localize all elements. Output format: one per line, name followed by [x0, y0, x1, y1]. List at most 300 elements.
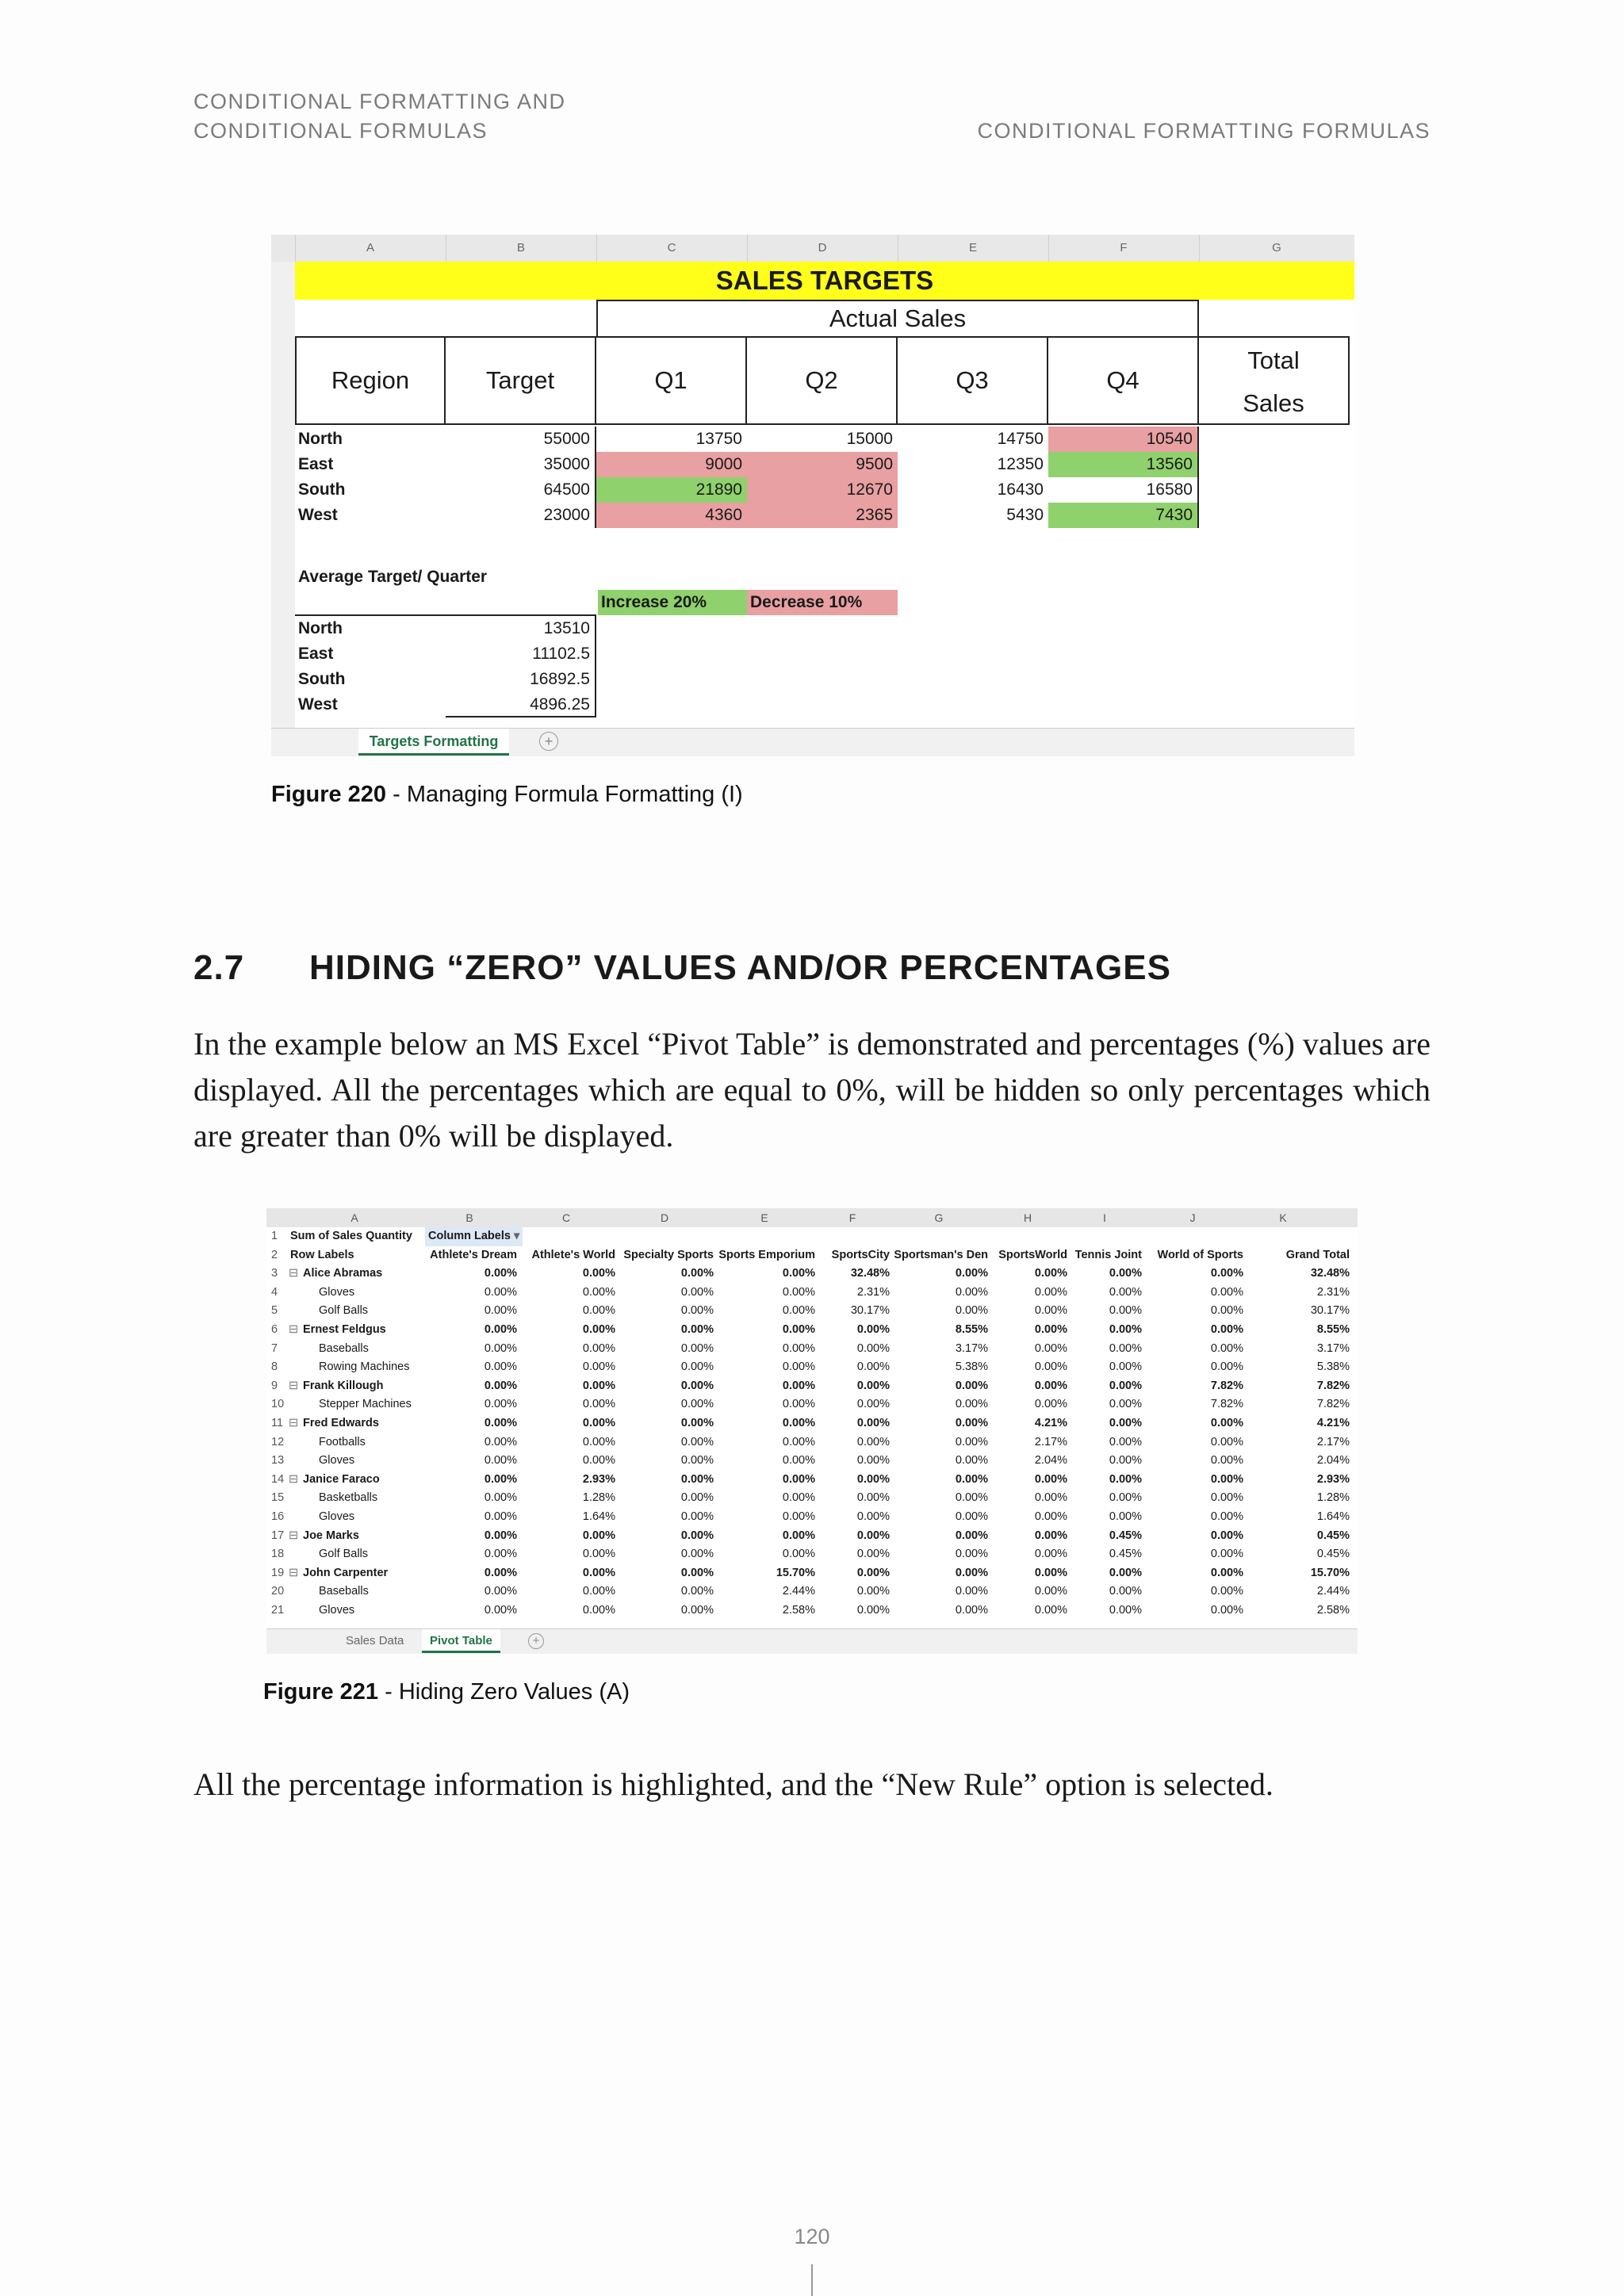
percentage-cell[interactable]: 0.00%: [582, 1398, 615, 1411]
percentage-cell[interactable]: 0.00%: [680, 1566, 714, 1579]
percentage-cell[interactable]: 0.00%: [1034, 1341, 1067, 1355]
percentage-cell[interactable]: 0.00%: [782, 1510, 815, 1523]
percentage-cell[interactable]: 0.00%: [582, 1267, 615, 1280]
percentage-cell[interactable]: 8.55%: [1316, 1323, 1350, 1336]
percentage-cell[interactable]: 0.00%: [1109, 1585, 1142, 1598]
percentage-cell[interactable]: 0.00%: [1109, 1341, 1142, 1355]
percentage-cell[interactable]: 0.00%: [856, 1323, 890, 1336]
header-athletes-dream[interactable]: Athlete's Dream: [430, 1248, 517, 1261]
percentage-cell[interactable]: 0.00%: [484, 1566, 517, 1579]
percentage-cell[interactable]: 3.17%: [1316, 1341, 1350, 1355]
header-q3[interactable]: Q3: [898, 336, 1048, 425]
percentage-cell[interactable]: 0.00%: [856, 1548, 890, 1561]
percentage-cell[interactable]: 0.00%: [856, 1454, 890, 1468]
percentage-cell[interactable]: 0.45%: [1109, 1548, 1142, 1561]
percentage-cell[interactable]: 0.00%: [1109, 1435, 1142, 1448]
avg-target-label[interactable]: Average Target/ Quarter: [298, 568, 488, 586]
percentage-cell[interactable]: 0.00%: [680, 1491, 714, 1505]
pivot-col-j[interactable]: J: [1189, 1211, 1196, 1224]
header-specialty-sports[interactable]: Specialty Sports: [623, 1248, 714, 1261]
row-label[interactable]: Stepper Machines: [319, 1398, 412, 1411]
target-west[interactable]: 23000: [446, 503, 596, 528]
percentage-cell[interactable]: 0.00%: [1109, 1267, 1142, 1280]
percentage-cell[interactable]: 0.00%: [582, 1304, 615, 1318]
percentage-cell[interactable]: 0.00%: [680, 1360, 714, 1374]
percentage-cell[interactable]: 0.00%: [1109, 1417, 1142, 1429]
pivot-col-i[interactable]: I: [1103, 1211, 1106, 1224]
percentage-cell[interactable]: 0.00%: [484, 1398, 517, 1411]
row-label[interactable]: Fred Edwards: [303, 1417, 379, 1429]
percentage-cell[interactable]: 0.45%: [1316, 1548, 1350, 1561]
percentage-cell[interactable]: 0.00%: [782, 1417, 815, 1429]
percentage-cell[interactable]: 0.00%: [856, 1341, 890, 1355]
percentage-cell[interactable]: 7.82%: [1210, 1398, 1243, 1411]
row-label[interactable]: Janice Faraco: [303, 1472, 380, 1486]
percentage-cell[interactable]: 0.00%: [1109, 1398, 1142, 1411]
collapse-toggle-icon[interactable]: ⊟: [289, 1529, 299, 1542]
percentage-cell[interactable]: 0.00%: [1210, 1267, 1243, 1280]
percentage-cell[interactable]: 0.00%: [856, 1435, 890, 1448]
percentage-cell[interactable]: 2.04%: [1316, 1454, 1350, 1468]
percentage-cell[interactable]: 2.44%: [1316, 1585, 1350, 1598]
percentage-cell[interactable]: 0.00%: [955, 1379, 988, 1392]
target-east[interactable]: 35000: [446, 452, 596, 477]
percentage-cell[interactable]: 0.00%: [680, 1435, 714, 1448]
row-label[interactable]: Footballs: [319, 1435, 366, 1448]
percentage-cell[interactable]: 0.00%: [680, 1285, 714, 1299]
percentage-cell[interactable]: 2.93%: [582, 1472, 615, 1486]
percentage-cell[interactable]: 0.00%: [856, 1510, 890, 1523]
percentage-cell[interactable]: 0.00%: [1210, 1604, 1243, 1617]
percentage-cell[interactable]: 0.00%: [680, 1472, 714, 1486]
collapse-toggle-icon[interactable]: ⊟: [289, 1472, 299, 1486]
select-all-corner[interactable]: [271, 235, 296, 262]
actual-sales-header[interactable]: Actual Sales: [596, 300, 1199, 336]
percentage-cell[interactable]: 0.00%: [680, 1585, 714, 1598]
percentage-cell[interactable]: 0.00%: [1210, 1491, 1243, 1505]
region-south[interactable]: South: [298, 480, 346, 499]
percentage-cell[interactable]: 2.31%: [856, 1285, 890, 1299]
percentage-cell[interactable]: 0.00%: [1034, 1604, 1067, 1617]
percentage-cell[interactable]: 0.00%: [484, 1472, 517, 1486]
percentage-cell[interactable]: 0.00%: [680, 1379, 714, 1392]
header-q4[interactable]: Q4: [1048, 336, 1199, 425]
header-sportscity[interactable]: SportsCity: [831, 1248, 890, 1261]
percentage-cell[interactable]: 0.00%: [1109, 1360, 1142, 1374]
header-q2[interactable]: Q2: [747, 336, 898, 425]
percentage-cell[interactable]: 0.00%: [955, 1566, 988, 1579]
header-sportsmans-den[interactable]: Sportsman's Den: [894, 1248, 988, 1261]
percentage-cell[interactable]: 0.00%: [680, 1323, 714, 1336]
q2-east[interactable]: 9500: [747, 452, 898, 477]
target-south[interactable]: 64500: [446, 477, 596, 503]
percentage-cell[interactable]: 0.00%: [1210, 1323, 1243, 1336]
q2-west[interactable]: 2365: [747, 503, 898, 528]
row-labels-header[interactable]: Row Labels: [290, 1248, 354, 1261]
row-label[interactable]: Frank Killough: [303, 1379, 384, 1392]
percentage-cell[interactable]: 2.93%: [1316, 1472, 1350, 1486]
row-label[interactable]: Baseballs: [319, 1585, 369, 1598]
percentage-cell[interactable]: 0.00%: [782, 1454, 815, 1468]
q1-east[interactable]: 9000: [596, 452, 747, 477]
percentage-cell[interactable]: 0.00%: [582, 1360, 615, 1374]
percentage-cell[interactable]: 1.28%: [1316, 1491, 1350, 1505]
percentage-cell[interactable]: 0.00%: [955, 1285, 988, 1299]
percentage-cell[interactable]: 0.00%: [1034, 1267, 1067, 1280]
percentage-cell[interactable]: 0.00%: [955, 1604, 988, 1617]
percentage-cell[interactable]: 0.00%: [856, 1360, 890, 1374]
percentage-cell[interactable]: 0.00%: [1210, 1472, 1243, 1486]
percentage-cell[interactable]: 0.00%: [680, 1341, 714, 1355]
pivot-col-b[interactable]: B: [465, 1211, 473, 1224]
percentage-cell[interactable]: 0.00%: [1034, 1285, 1067, 1299]
pivot-col-d[interactable]: D: [660, 1211, 669, 1224]
target-north[interactable]: 55000: [446, 427, 596, 452]
percentage-cell[interactable]: 2.58%: [1316, 1604, 1350, 1617]
percentage-cell[interactable]: 0.00%: [1210, 1585, 1243, 1598]
q3-north[interactable]: 14750: [997, 430, 1044, 448]
percentage-cell[interactable]: 30.17%: [850, 1304, 890, 1318]
increase-20-label[interactable]: Increase 20%: [598, 590, 747, 615]
q4-north[interactable]: 10540: [1048, 427, 1199, 452]
percentage-cell[interactable]: 0.00%: [582, 1604, 615, 1617]
header-world-of-sports[interactable]: World of Sports: [1157, 1248, 1243, 1261]
pivot-col-g[interactable]: G: [934, 1211, 944, 1224]
percentage-cell[interactable]: 0.00%: [1109, 1454, 1142, 1468]
percentage-cell[interactable]: 0.00%: [582, 1285, 615, 1299]
percentage-cell[interactable]: 0.00%: [856, 1472, 890, 1486]
avg-region-south[interactable]: South: [298, 670, 346, 688]
region-east[interactable]: East: [298, 455, 334, 473]
percentage-cell[interactable]: 0.00%: [1034, 1379, 1067, 1392]
percentage-cell[interactable]: 3.17%: [955, 1341, 988, 1355]
row-label[interactable]: Golf Balls: [319, 1304, 369, 1318]
row-label[interactable]: Gloves: [319, 1604, 355, 1617]
percentage-cell[interactable]: 0.00%: [1210, 1566, 1243, 1579]
percentage-cell[interactable]: 0.00%: [582, 1585, 615, 1598]
percentage-cell[interactable]: 0.00%: [484, 1548, 517, 1561]
pivot-col-a[interactable]: A: [350, 1211, 358, 1224]
header-target[interactable]: Target: [446, 336, 596, 425]
percentage-cell[interactable]: 0.00%: [680, 1267, 714, 1280]
percentage-cell[interactable]: 0.00%: [1034, 1323, 1067, 1336]
percentage-cell[interactable]: 0.00%: [1109, 1510, 1142, 1523]
percentage-cell[interactable]: 0.45%: [1109, 1529, 1142, 1542]
percentage-cell[interactable]: 0.00%: [782, 1304, 815, 1318]
percentage-cell[interactable]: 0.00%: [1210, 1510, 1243, 1523]
percentage-cell[interactable]: 2.31%: [1316, 1285, 1350, 1299]
region-north[interactable]: North: [298, 430, 343, 448]
percentage-cell[interactable]: 0.00%: [484, 1529, 517, 1542]
pivot-col-k[interactable]: K: [1279, 1211, 1287, 1224]
collapse-toggle-icon[interactable]: ⊟: [289, 1323, 299, 1336]
col-header-g[interactable]: G: [1199, 235, 1354, 262]
avg-region-north[interactable]: North: [298, 619, 343, 637]
percentage-cell[interactable]: 0.00%: [582, 1379, 615, 1392]
collapse-toggle-icon[interactable]: ⊟: [289, 1417, 299, 1429]
percentage-cell[interactable]: 0.00%: [955, 1529, 988, 1542]
percentage-cell[interactable]: 15.70%: [776, 1566, 815, 1579]
percentage-cell[interactable]: 0.00%: [1109, 1323, 1142, 1336]
row-label[interactable]: Basketballs: [319, 1491, 378, 1505]
pivot-col-e[interactable]: E: [760, 1211, 768, 1224]
percentage-cell[interactable]: 0.00%: [582, 1323, 615, 1336]
q1-west[interactable]: 4360: [596, 503, 747, 528]
avg-value-east[interactable]: 11102.5: [446, 641, 596, 667]
percentage-cell[interactable]: 0.00%: [782, 1398, 815, 1411]
q3-east[interactable]: 12350: [997, 455, 1044, 473]
percentage-cell[interactable]: 15.70%: [1310, 1566, 1350, 1579]
percentage-cell[interactable]: 0.00%: [1034, 1398, 1067, 1411]
percentage-cell[interactable]: 0.00%: [782, 1435, 815, 1448]
percentage-cell[interactable]: 0.00%: [680, 1604, 714, 1617]
avg-value-north[interactable]: 13510: [446, 616, 596, 641]
row-label[interactable]: Rowing Machines: [319, 1360, 410, 1374]
percentage-cell[interactable]: 0.00%: [680, 1510, 714, 1523]
percentage-cell[interactable]: 0.00%: [1034, 1360, 1067, 1374]
col-header-d[interactable]: D: [747, 235, 898, 262]
percentage-cell[interactable]: 2.17%: [1316, 1435, 1350, 1448]
percentage-cell[interactable]: 0.00%: [955, 1454, 988, 1468]
col-header-f[interactable]: F: [1048, 235, 1200, 262]
percentage-cell[interactable]: 0.00%: [484, 1304, 517, 1318]
pivot-col-h[interactable]: H: [1023, 1211, 1032, 1224]
percentage-cell[interactable]: 0.00%: [782, 1360, 815, 1374]
add-sheet-icon[interactable]: +: [528, 1633, 544, 1649]
percentage-cell[interactable]: 4.21%: [1316, 1417, 1350, 1429]
col-header-e[interactable]: E: [898, 235, 1049, 262]
percentage-cell[interactable]: 0.00%: [582, 1435, 615, 1448]
row-label[interactable]: John Carpenter: [303, 1566, 389, 1579]
avg-region-east[interactable]: East: [298, 645, 334, 663]
row-label[interactable]: Alice Abramas: [303, 1267, 383, 1280]
percentage-cell[interactable]: 0.00%: [680, 1454, 714, 1468]
percentage-cell[interactable]: 0.00%: [484, 1454, 517, 1468]
col-header-a[interactable]: A: [295, 235, 446, 262]
percentage-cell[interactable]: 0.00%: [1210, 1304, 1243, 1318]
row-label[interactable]: Gloves: [319, 1454, 355, 1468]
percentage-cell[interactable]: 0.00%: [856, 1491, 890, 1505]
percentage-cell[interactable]: 0.00%: [1034, 1472, 1067, 1486]
percentage-cell[interactable]: 0.00%: [1109, 1491, 1142, 1505]
percentage-cell[interactable]: 7.82%: [1316, 1379, 1350, 1392]
percentage-cell[interactable]: 0.00%: [1034, 1585, 1067, 1598]
percentage-cell[interactable]: 0.00%: [582, 1454, 615, 1468]
percentage-cell[interactable]: 0.00%: [1210, 1435, 1243, 1448]
percentage-cell[interactable]: 1.64%: [582, 1510, 615, 1523]
percentage-cell[interactable]: 0.00%: [1210, 1529, 1243, 1542]
percentage-cell[interactable]: 0.00%: [955, 1417, 988, 1429]
percentage-cell[interactable]: 0.00%: [1210, 1341, 1243, 1355]
percentage-cell[interactable]: 0.00%: [484, 1510, 517, 1523]
percentage-cell[interactable]: 0.00%: [484, 1285, 517, 1299]
percentage-cell[interactable]: 0.00%: [1210, 1454, 1243, 1468]
percentage-cell[interactable]: 0.00%: [1109, 1379, 1142, 1392]
pivot-col-c[interactable]: C: [561, 1211, 571, 1224]
percentage-cell[interactable]: 0.00%: [1034, 1491, 1067, 1505]
percentage-cell[interactable]: 0.00%: [484, 1604, 517, 1617]
percentage-cell[interactable]: 0.00%: [856, 1379, 890, 1392]
percentage-cell[interactable]: 0.00%: [484, 1379, 517, 1392]
percentage-cell[interactable]: 0.00%: [484, 1435, 517, 1448]
percentage-cell[interactable]: 0.00%: [856, 1604, 890, 1617]
percentage-cell[interactable]: 0.00%: [484, 1585, 517, 1598]
percentage-cell[interactable]: 0.00%: [680, 1398, 714, 1411]
percentage-cell[interactable]: 0.00%: [1109, 1285, 1142, 1299]
column-labels-dropdown[interactable]: [425, 1227, 523, 1246]
percentage-cell[interactable]: 7.82%: [1210, 1379, 1243, 1392]
row-label[interactable]: Ernest Feldgus: [303, 1323, 386, 1336]
percentage-cell[interactable]: 0.00%: [582, 1548, 615, 1561]
col-header-c[interactable]: C: [596, 235, 748, 262]
header-tennis-joint[interactable]: Tennis Joint: [1074, 1248, 1142, 1261]
percentage-cell[interactable]: 0.00%: [782, 1379, 815, 1392]
header-q1[interactable]: Q1: [596, 336, 747, 425]
percentage-cell[interactable]: 4.21%: [1034, 1417, 1067, 1429]
percentage-cell[interactable]: 0.45%: [1316, 1529, 1350, 1542]
q2-south[interactable]: 12670: [747, 477, 898, 503]
percentage-cell[interactable]: 0.00%: [856, 1417, 890, 1429]
percentage-cell[interactable]: 0.00%: [1034, 1529, 1067, 1542]
pivot-sheet-tab-bar: [266, 1628, 1358, 1654]
percentage-cell[interactable]: 2.58%: [782, 1604, 815, 1617]
percentage-cell[interactable]: 2.44%: [782, 1585, 815, 1598]
percentage-cell[interactable]: 0.00%: [1034, 1304, 1067, 1318]
tab-sales-data[interactable]: Sales Data: [346, 1634, 404, 1647]
percentage-cell[interactable]: 0.00%: [1109, 1566, 1142, 1579]
percentage-cell[interactable]: 0.00%: [582, 1566, 615, 1579]
percentage-cell[interactable]: 0.00%: [955, 1304, 988, 1318]
row-number: 5: [271, 1304, 278, 1318]
header-region[interactable]: Region: [295, 336, 446, 425]
header-sportsworld[interactable]: SportsWorld: [998, 1248, 1067, 1261]
header-total-sales[interactable]: [1199, 336, 1350, 425]
percentage-cell[interactable]: 0.00%: [484, 1417, 517, 1429]
q3-west[interactable]: 5430: [1006, 506, 1044, 524]
percentage-cell[interactable]: 7.82%: [1316, 1398, 1350, 1411]
percentage-cell[interactable]: 2.04%: [1034, 1454, 1067, 1468]
percentage-cell[interactable]: 0.00%: [955, 1491, 988, 1505]
percentage-cell[interactable]: 0.00%: [955, 1398, 988, 1411]
percentage-cell[interactable]: 5.38%: [1316, 1360, 1350, 1374]
percentage-cell[interactable]: 5.38%: [955, 1360, 988, 1374]
percentage-cell[interactable]: 1.64%: [1316, 1510, 1350, 1523]
percentage-cell[interactable]: 0.00%: [484, 1323, 517, 1336]
percentage-cell[interactable]: 0.00%: [856, 1529, 890, 1542]
percentage-cell[interactable]: 0.00%: [582, 1341, 615, 1355]
percentage-cell[interactable]: 0.00%: [1109, 1604, 1142, 1617]
percentage-cell[interactable]: 0.00%: [782, 1267, 815, 1280]
percentage-cell[interactable]: 0.00%: [484, 1491, 517, 1505]
row-label[interactable]: Golf Balls: [319, 1548, 369, 1561]
percentage-cell[interactable]: 0.00%: [680, 1417, 714, 1429]
percentage-cell[interactable]: 0.00%: [1109, 1304, 1142, 1318]
percentage-cell[interactable]: 0.00%: [955, 1435, 988, 1448]
percentage-cell[interactable]: 8.55%: [955, 1323, 988, 1336]
collapse-toggle-icon[interactable]: ⊟: [289, 1379, 299, 1392]
header-athletes-world[interactable]: Athlete's World: [531, 1248, 615, 1261]
percentage-cell[interactable]: 0.00%: [680, 1548, 714, 1561]
percentage-cell[interactable]: 32.48%: [1310, 1267, 1350, 1280]
row-label[interactable]: Gloves: [319, 1285, 355, 1299]
percentage-cell[interactable]: 0.00%: [1034, 1548, 1067, 1561]
percentage-cell[interactable]: 0.00%: [1034, 1510, 1067, 1523]
q2-north[interactable]: 15000: [846, 430, 893, 448]
percentage-cell[interactable]: 0.00%: [582, 1529, 615, 1542]
percentage-cell[interactable]: 0.00%: [955, 1267, 988, 1280]
row-label[interactable]: Gloves: [319, 1510, 355, 1523]
tab-pivot-table[interactable]: Pivot Table: [422, 1629, 500, 1653]
percentage-cell[interactable]: 0.00%: [1034, 1566, 1067, 1579]
percentage-cell[interactable]: 0.00%: [1210, 1360, 1243, 1374]
q4-east[interactable]: 13560: [1048, 452, 1199, 477]
q1-north[interactable]: 13750: [695, 430, 742, 448]
sum-of-sales-quantity[interactable]: Sum of Sales Quantity: [290, 1230, 412, 1242]
percentage-cell[interactable]: 0.00%: [680, 1304, 714, 1318]
percentage-cell[interactable]: 0.00%: [782, 1548, 815, 1561]
add-sheet-icon[interactable]: +: [539, 732, 558, 751]
decrease-10-label[interactable]: Decrease 10%: [747, 590, 898, 615]
q4-south[interactable]: 16580: [1048, 477, 1199, 503]
header-sports-emporium[interactable]: Sports Emporium: [718, 1248, 815, 1261]
row-number: 4: [271, 1285, 278, 1299]
region-west[interactable]: West: [298, 506, 338, 524]
sheet-tab-targets-formatting[interactable]: Targets Formatting: [358, 729, 509, 756]
percentage-cell[interactable]: 0.00%: [856, 1398, 890, 1411]
percentage-cell[interactable]: 0.00%: [955, 1472, 988, 1486]
percentage-cell[interactable]: 0.00%: [1210, 1548, 1243, 1561]
percentage-cell[interactable]: 0.00%: [1210, 1417, 1243, 1429]
percentage-cell[interactable]: 1.28%: [582, 1491, 615, 1505]
percentage-cell[interactable]: 0.00%: [484, 1341, 517, 1355]
percentage-cell[interactable]: 0.00%: [856, 1585, 890, 1598]
q1-south[interactable]: 21890: [596, 477, 747, 503]
percentage-cell[interactable]: 2.17%: [1034, 1435, 1067, 1448]
percentage-cell[interactable]: 0.00%: [782, 1472, 815, 1486]
percentage-cell[interactable]: 0.00%: [955, 1510, 988, 1523]
percentage-cell[interactable]: 0.00%: [582, 1417, 615, 1429]
percentage-cell[interactable]: 0.00%: [856, 1566, 890, 1579]
percentage-cell[interactable]: 0.00%: [955, 1585, 988, 1598]
percentage-cell[interactable]: 0.00%: [1109, 1472, 1142, 1486]
percentage-cell[interactable]: 0.00%: [782, 1529, 815, 1542]
percentage-cell[interactable]: 0.00%: [484, 1360, 517, 1374]
col-header-b[interactable]: B: [446, 235, 597, 262]
percentage-cell[interactable]: 0.00%: [782, 1285, 815, 1299]
collapse-toggle-icon[interactable]: ⊟: [289, 1566, 299, 1579]
avg-value-west[interactable]: 4896.25: [446, 692, 596, 718]
q3-south[interactable]: 16430: [997, 480, 1044, 499]
row-label[interactable]: Baseballs: [319, 1341, 369, 1355]
percentage-cell[interactable]: 0.00%: [955, 1548, 988, 1561]
percentage-cell[interactable]: 0.00%: [782, 1341, 815, 1355]
percentage-cell[interactable]: 0.00%: [782, 1323, 815, 1336]
percentage-cell[interactable]: 0.00%: [1210, 1285, 1243, 1299]
header-grand-total[interactable]: Grand Total: [1285, 1248, 1350, 1261]
sales-targets-title[interactable]: SALES TARGETS: [295, 262, 1354, 300]
avg-value-south[interactable]: 16892.5: [446, 667, 596, 692]
q4-west[interactable]: 7430: [1048, 503, 1199, 528]
percentage-cell[interactable]: 0.00%: [782, 1491, 815, 1505]
row-label[interactable]: Joe Marks: [303, 1529, 359, 1542]
avg-region-west[interactable]: West: [298, 695, 338, 714]
percentage-cell[interactable]: 0.00%: [680, 1529, 714, 1542]
percentage-cell[interactable]: 30.17%: [1310, 1304, 1350, 1318]
pivot-col-f[interactable]: F: [848, 1211, 856, 1224]
collapse-toggle-icon[interactable]: ⊟: [289, 1267, 299, 1280]
percentage-cell[interactable]: 0.00%: [484, 1267, 517, 1280]
percentage-cell[interactable]: 32.48%: [850, 1267, 890, 1280]
